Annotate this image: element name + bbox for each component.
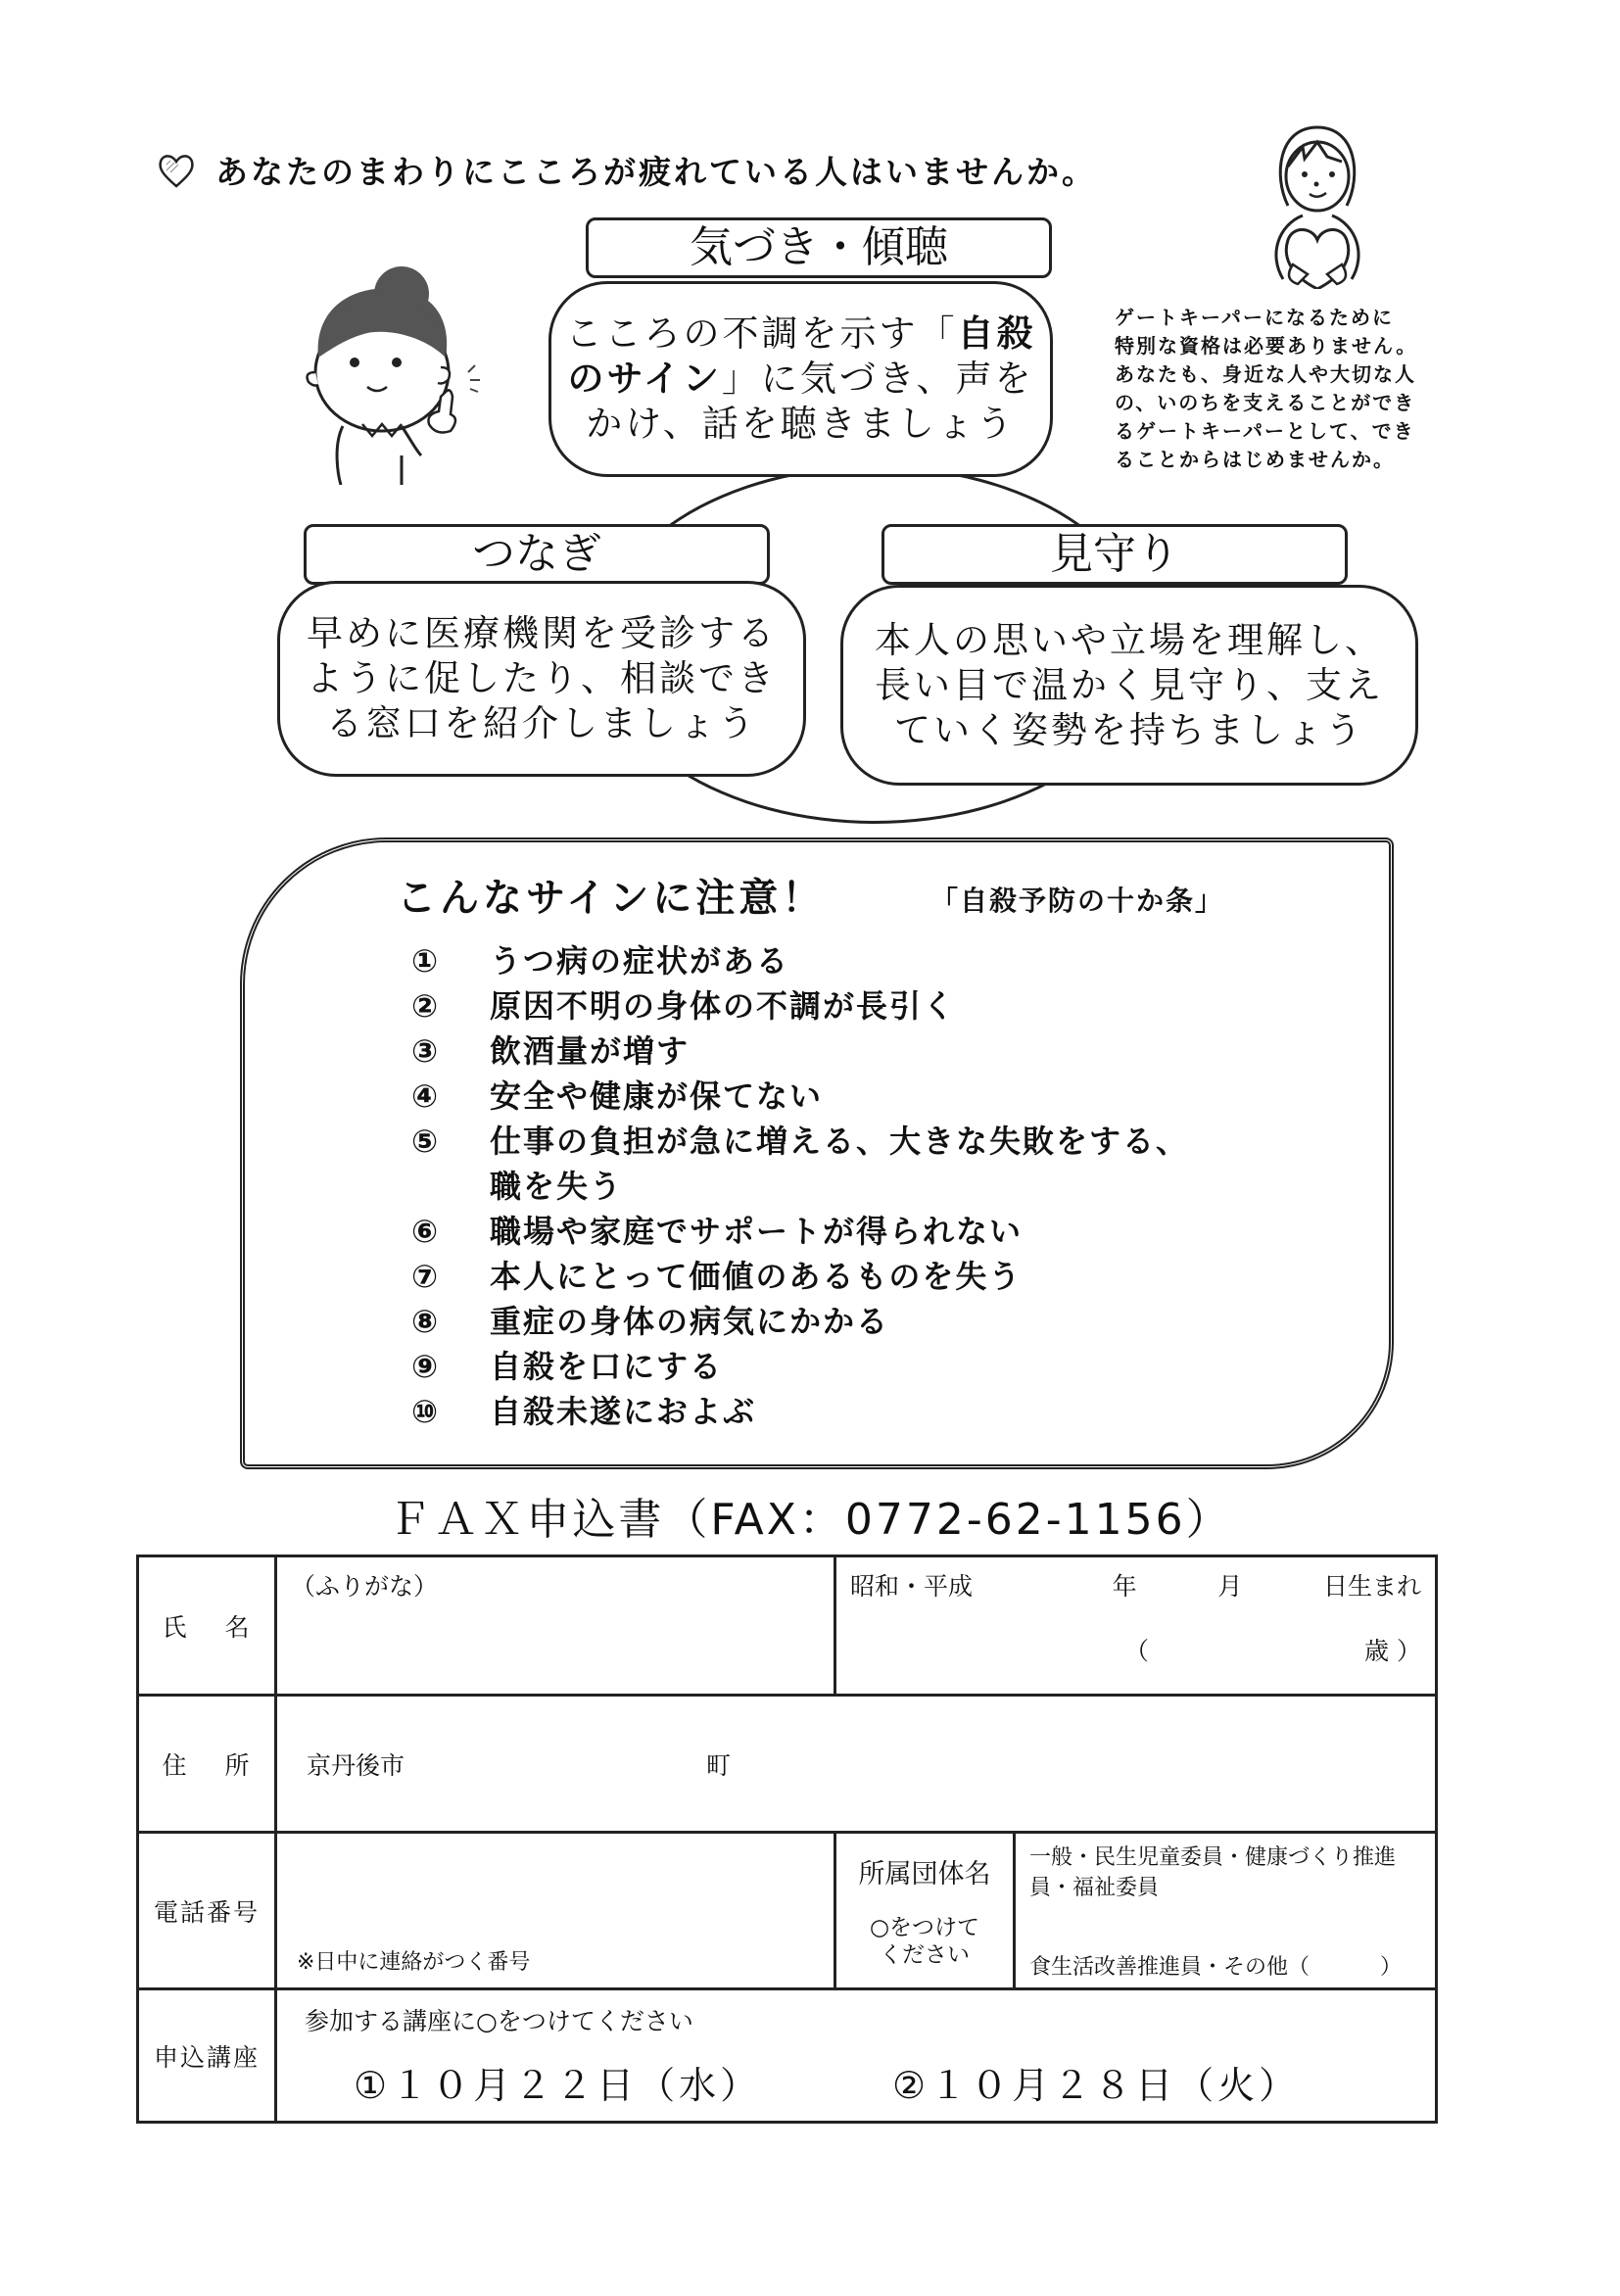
course-label	[138, 1989, 276, 2123]
warning-sign-text: 本人にとって価値のあるものを失う	[490, 1258, 1023, 1295]
org-instruction: ○をつけて ください	[869, 1915, 980, 1968]
address-label-text: 住 所	[162, 1750, 252, 1780]
warning-sign-item	[411, 1389, 1189, 1434]
warning-sign-text: 職場や家庭でサポートが得られない	[490, 1213, 1024, 1250]
step-watch-bubble	[840, 585, 1418, 786]
course-option-2[interactable]: ②１０月２８日（火）	[892, 2064, 1301, 2107]
warning-sign-text: 重症の身体の病気にかかる	[490, 1303, 890, 1340]
step-connect-bubble	[277, 581, 806, 777]
warning-sign-number: ⑧	[411, 1303, 441, 1340]
connect-text: る窓口を紹介しましょう	[326, 702, 757, 744]
warning-sign-text: 飲酒量が増す	[490, 1032, 691, 1070]
birth-month-label: 月	[1217, 1572, 1243, 1601]
warning-signs-subtitle: 「自殺予防の十か条」	[930, 885, 1225, 917]
warning-sign-text: 仕事の負担が急に増える、大きな失敗をする、	[490, 1123, 1190, 1160]
course-field	[276, 1989, 1437, 2123]
watch-text: ていく姿勢を持ちましょう	[894, 708, 1364, 751]
org-other-close: ）	[1379, 1955, 1402, 1980]
warning-sign-text: 安全や健康が保てない	[490, 1077, 824, 1115]
org-options[interactable]	[1015, 1833, 1437, 1989]
age-label: 歳 ）	[1364, 1637, 1421, 1665]
address-city: 京丹後市	[307, 1750, 405, 1780]
gatekeeper-note-line: あなたも、身近な人や大切な人	[1115, 362, 1416, 386]
awareness-text: こころの不調を示す「	[565, 312, 958, 355]
warning-sign-number: ②	[411, 987, 441, 1025]
gatekeeper-note-line: るゲートキーパーとして、でき	[1115, 419, 1415, 443]
step-watch-title	[881, 524, 1348, 585]
birth-day-label: 日生まれ	[1322, 1572, 1421, 1601]
awareness-emphasis: のサイン	[567, 358, 722, 400]
phone-label	[138, 1833, 276, 1989]
org-options-line2: 食生活改善推進員・その他（	[1029, 1955, 1310, 1980]
address-label	[138, 1696, 276, 1833]
watch-text: 長い目で温かく見守り、支え	[875, 663, 1384, 706]
org-label: 所属団体名	[858, 1859, 991, 1889]
course-instruction: 参加する講座に○をつけてください	[305, 2007, 693, 2035]
course-option-1[interactable]: ①１０月２２日（水）	[354, 2064, 762, 2107]
phone-label-text: 電話番号	[153, 1897, 260, 1927]
step-connect-title	[304, 524, 770, 585]
application-form	[136, 1555, 1438, 2124]
heading-text: あなたのまわりにこころが疲れている人はいませんか。	[215, 153, 1097, 191]
warning-sign-number: ⑥	[411, 1213, 441, 1250]
warning-sign-text: 職を失う	[490, 1168, 624, 1205]
warning-sign-item	[411, 1209, 1189, 1254]
warning-sign-number: ⑨	[411, 1348, 441, 1385]
gatekeeper-note	[1115, 304, 1506, 474]
warning-sign-number	[411, 1164, 490, 1209]
gatekeeper-note-line: 特別な資格は必要ありません。	[1115, 334, 1418, 358]
woman-pointing-illustration	[294, 250, 500, 485]
warning-sign-item	[411, 1344, 1189, 1389]
warning-sign-item	[411, 938, 1189, 983]
warning-sign-text: 原因不明の身体の不調が長引く	[490, 987, 957, 1025]
phone-note: ※日中に連絡がつく番号	[297, 1950, 531, 1975]
name-label	[138, 1556, 276, 1696]
warning-signs-title: こんなサインに注意！	[397, 876, 826, 921]
gatekeeper-note-line: の、いのちを支えることができ	[1115, 391, 1416, 414]
warning-sign-number: ①	[411, 942, 441, 980]
org-label-cell	[835, 1833, 1015, 1989]
step-connect-title-text: つなぎ	[472, 529, 601, 579]
warning-signs-list	[411, 938, 1189, 1434]
phone-field[interactable]	[276, 1833, 835, 1989]
course-label-text: 申込講座	[153, 2042, 260, 2072]
org-options-line1: 一般・民生児童委員・健康づくり推進員・福祉委員	[1029, 1845, 1397, 1900]
birth-year-label: 年	[1112, 1572, 1137, 1601]
page-heading	[157, 147, 1097, 193]
address-town: 町	[705, 1750, 731, 1780]
heart-icon	[157, 151, 196, 190]
warning-sign-number: ⑦	[411, 1258, 441, 1295]
furigana-label: （ふりがな）	[291, 1572, 439, 1601]
warning-sign-item	[411, 1119, 1189, 1164]
warning-sign-number: ⑤	[411, 1123, 441, 1160]
address-field[interactable]	[276, 1696, 1437, 1833]
connect-text: 早めに医療機関を受診する	[307, 612, 777, 654]
warning-sign-item	[411, 1028, 1189, 1074]
warning-sign-number: ④	[411, 1077, 441, 1115]
warning-sign-item	[411, 983, 1189, 1028]
name-field[interactable]	[276, 1556, 835, 1696]
warning-sign-item	[411, 1074, 1189, 1119]
step-watch-title-text: 見守り	[1050, 529, 1179, 579]
step-awareness-bubble	[548, 281, 1053, 477]
step-awareness-title-text: 気づき・傾聴	[690, 222, 948, 272]
awareness-text: かけ、話を聴きましょう	[586, 403, 1016, 445]
warning-sign-item	[411, 1164, 1189, 1209]
warning-sign-number: ⑩	[411, 1393, 441, 1430]
woman-heart-illustration	[1244, 118, 1391, 289]
awareness-text: 」に気づき、声を	[721, 358, 1034, 400]
step-awareness-title	[586, 217, 1052, 278]
warning-sign-item	[411, 1299, 1189, 1344]
fax-form-title: ＦＡＸ申込書（FAX：0772-62-1156）	[388, 1495, 1232, 1545]
gatekeeper-note-line: ることからはじめませんか。	[1115, 448, 1395, 471]
warning-sign-text: 自殺未遂におよぶ	[490, 1393, 757, 1430]
age-open-paren: （	[1124, 1637, 1150, 1665]
watch-text: 本人の思いや立場を理解し、	[875, 618, 1384, 661]
warning-sign-text: うつ病の症状がある	[490, 942, 790, 980]
warning-sign-number: ③	[411, 1032, 441, 1070]
birthdate-field[interactable]	[835, 1556, 1437, 1696]
connect-text: ように促したり、相談でき	[307, 657, 777, 699]
warning-sign-item	[411, 1254, 1189, 1299]
warning-sign-text: 自殺を口にする	[490, 1348, 724, 1385]
awareness-emphasis: 自殺	[957, 312, 1036, 355]
gatekeeper-note-line: ゲートキーパーになるために	[1115, 306, 1394, 329]
name-label-text: 氏 名	[162, 1612, 252, 1642]
birth-era-label: 昭和・平成	[850, 1572, 974, 1601]
